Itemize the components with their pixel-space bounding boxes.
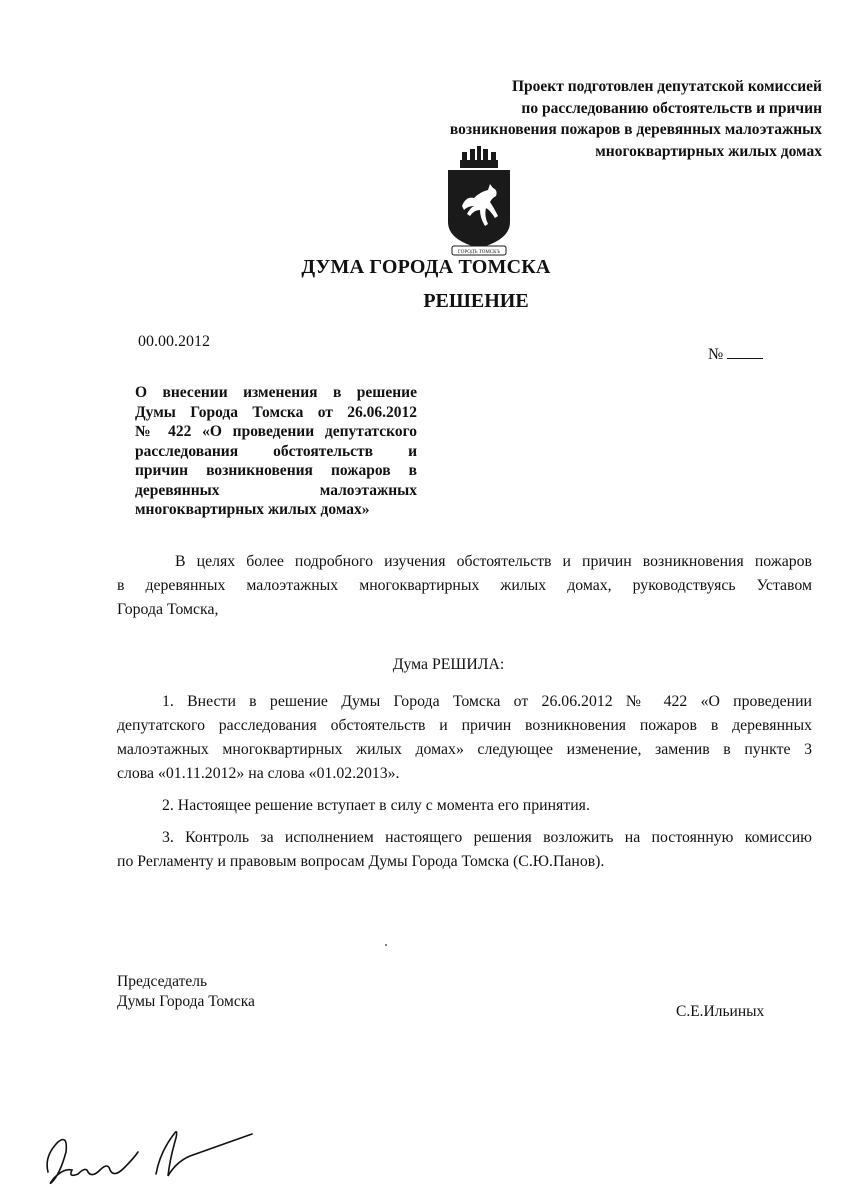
subject-line: Думы Города Томска от 26.06.2012 [135,403,417,421]
decision-item-1 [117,690,812,786]
signatory-title-line: Председатель [117,973,208,990]
header-note-line: по расследованию обстоятельств и причин [521,99,822,117]
signatory-name: С.Е.Ильиных [676,1003,765,1020]
preamble-line: В целях более подробного изучения обстоятельств и причин возникновения пожаров [175,553,812,570]
crown-icon [460,146,498,168]
subject-line: многоквартирных жилых домах» [135,501,370,518]
document-number [708,344,763,364]
subject-line: причин возникновения пожаров в [135,462,417,479]
document-type: РЕШЕНИЕ [423,290,529,312]
item-line: слова «01.11.2012» на слова «01.02.2013». [117,765,400,782]
decision-item-2 [117,794,812,818]
signatory-title-line: Думы Города Томска [117,993,255,1010]
subject-line: расследования обстоятельств и [135,442,417,460]
subject-line: О внесении изменения в решение [135,384,417,401]
header-note-line: возникновения пожаров в деревянных малоэтажных [449,121,822,138]
subject-line: № 422 «О проведении депутатского [135,423,417,440]
document-subject [135,383,417,520]
header-note-line: Проект подготовлен депутатской комиссией [511,78,822,95]
organization-title: ДУМА ГОРОДА ТОМСКА [301,256,551,278]
signatory-title [117,972,255,1012]
svg-text:ГОРОДЪ ТОМСКЪ: ГОРОДЪ ТОМСКЪ [457,250,501,255]
number-label: № [708,346,724,363]
preamble-line: в деревянных малоэтажных многоквартирных жилых домах, руководствуясь Уставом [117,577,812,594]
decision-items [117,690,812,874]
number-blank [727,344,763,359]
item-line: 3. Контроль за исполнением настоящего решения возложить на постоянную комиссию [162,829,812,846]
scan-speck [385,944,387,946]
item-line: депутатского расследования обстоятельств и причин возникновения пожаров в деревянных [117,717,812,734]
preamble-line: Города Томска, [117,601,219,618]
header-note [362,76,822,162]
document-date: 00.00.2012 [138,333,210,350]
handwritten-signature [38,1112,268,1194]
item-line: 2. Настоящее решение вступает в силу с момента его принятия. [162,797,590,814]
item-line: малоэтажных многоквартирных жилых домах» следующее изменение, заменив в пункте 3 [117,741,812,758]
subject-line: деревянных малоэтажных [135,481,417,499]
preamble [117,550,812,622]
item-line: 1. Внести в решение Думы Города Томска от 26.06.2012 № 422 «О проведении [162,693,812,710]
item-line: по Регламенту и правовым вопросам Думы Города Томска (С.Ю.Панов). [117,853,605,870]
decided-heading: Дума РЕШИЛА: [392,656,505,673]
decision-item-3 [117,826,812,874]
tomsk-coat-of-arms-icon [440,146,518,256]
header-note-line: многоквартирных жилых домах [595,142,822,160]
